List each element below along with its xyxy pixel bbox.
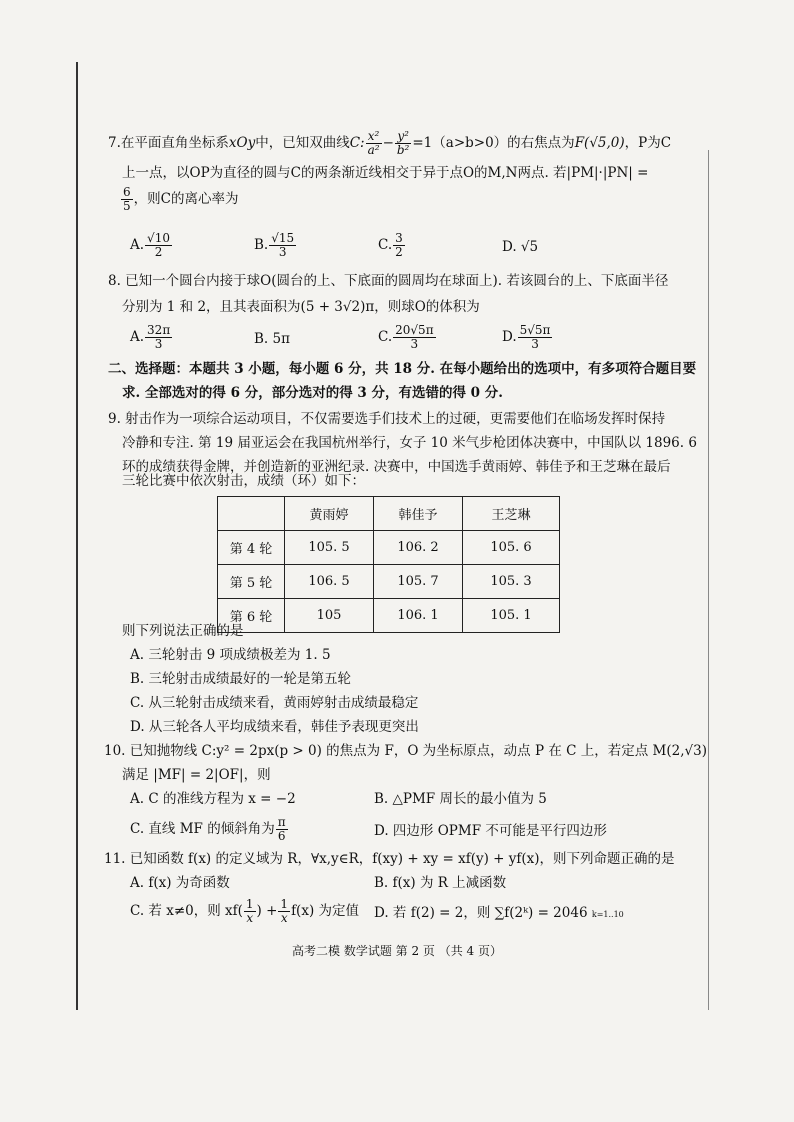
q8-option-c: C. $\frac{20√5\pi}{3}$: [378, 323, 434, 351]
q9-line2: 冷静和专注. 第 19 届亚运会在我国杭州举行，女子 10 米气步枪团体决赛中，中国队以 1896. 6: [122, 435, 697, 451]
q7-line3: $\frac{6}{5}$ ，则C的离心率为: [123, 185, 239, 213]
table-row: [218, 565, 560, 599]
q11-option-a: A. f(x) 为奇函数: [130, 875, 230, 891]
table-cell: 106. 5: [285, 565, 374, 599]
q10-line2: 满足 |MF| = 2|OF|，则: [122, 767, 271, 783]
q9-option-d: D. 从三轮各人平均成绩来看，韩佳予表现更突出: [130, 719, 419, 735]
table-cell: 105. 6: [463, 531, 560, 565]
q9-line3: 环的成绩获得金牌，并创造新的亚洲纪录. 决赛中，中国选手黄雨婷、韩佳予和王芝琳在最后: [122, 459, 671, 475]
table-cell: 第 6 轮: [218, 599, 285, 633]
table-header-cell: 韩佳予: [374, 497, 463, 531]
table-header-cell: 王芝琳: [463, 497, 560, 531]
q9-option-a: A. 三轮射击 9 项成绩极差为 1. 5: [130, 647, 331, 663]
q8-option-b: B. 5π: [254, 331, 290, 347]
section2-heading: 二、选择题：本题共 3 小题，每小题 6 分，共 18 分. 在每小题给出的选项中，有多项符合题目要: [108, 361, 697, 377]
table-cell: 105. 7: [374, 565, 463, 599]
q9-line4: 三轮比赛中依次射击，成绩（环）如下：: [122, 473, 365, 489]
table-cell: 105. 1: [463, 599, 560, 633]
table-header-row: [218, 497, 560, 531]
q8-line2: 分别为 1 和 2，且其表面积为(5 + 3√2)π，则球O的体积为: [122, 299, 480, 315]
table-cell: 105. 5: [285, 531, 374, 565]
q7-line1: 7.在平面直角坐标系xOy中，已知双曲线C: $\frac{\text{x²}}{\text{a²}}$ − $\frac{\text{y²}}{\text{b²}}$ =1（a>b>0）的右焦点为F(√5,0)，P为C: [108, 129, 672, 157]
q11-line1: 11. 已知函数 f(x) 的定义域为 R，∀x,y∈R，f(xy) + xy = xf(y) + yf(x)，则下列命题正确的是: [104, 851, 675, 867]
q7-option-d: D. √5: [502, 239, 539, 255]
q10-line1: 10. 已知抛物线 C:y² = 2px(p > 0) 的焦点为 F，O 为坐标原点，动点 P 在 C 上，若定点 M(2,√3): [104, 743, 707, 759]
q10-option-d: D. 四边形 OPMF 不可能是平行四边形: [374, 823, 607, 839]
table-cell: 第 4 轮: [218, 531, 285, 565]
table-header-cell: [218, 497, 285, 531]
table-cell: 105. 3: [463, 565, 560, 599]
q10-option-b: B. △PMF 周长的最小值为 5: [374, 791, 547, 807]
q9-prompt: 则下列说法正确的是: [122, 623, 244, 639]
q7-option-b: B. $\frac{√15}{3}$: [254, 231, 295, 259]
q8-option-a: A. $\frac{32\pi}{3}$: [130, 323, 171, 351]
q8-option-d: D. $\frac{5√5\pi}{3}$: [502, 323, 551, 351]
q9-option-c: C. 从三轮射击成绩来看，黄雨婷射击成绩最稳定: [130, 695, 419, 711]
q7-line2: 上一点，以OP为直径的圆与C的两条渐近线相交于异于点O的M,N两点. 若|PM|·|PN| =: [122, 165, 649, 181]
section2-instructions: 求. 全部选对的得 6 分，部分选对的得 3 分，有选错的得 0 分.: [122, 385, 503, 401]
q11-option-c: C. 若 x≠0，则 xf( $\frac{1}{x}$ ) + $\frac{1}{x}$ f(x) 为定值: [130, 897, 359, 925]
table-cell: 105: [285, 599, 374, 633]
q8-line1: 8. 已知一个圆台内接于球O(圆台的上、下底面的圆周均在球面上). 若该圆台的上、下底面半径: [108, 273, 669, 289]
q10-option-c: C. 直线 MF 的倾斜角为 $\frac{\pi}{6}$: [130, 815, 286, 843]
table-header-cell: 黄雨婷: [285, 497, 374, 531]
table-row: [218, 531, 560, 565]
table-row: [218, 599, 560, 633]
q10-option-a: A. C 的准线方程为 x = −2: [130, 791, 296, 807]
score-table: [217, 496, 560, 633]
q11-option-d: D. 若 f(2) = 2，则 ∑f(2ᵏ) = 2046 k=1..10: [374, 905, 624, 921]
q7-option-a: A. $\frac{√10}{2}$: [130, 231, 170, 259]
q9-line1: 9. 射击作为一项综合运动项目，不仅需要选手们技术上的过硬，更需要他们在临场发挥时保持: [108, 411, 666, 427]
q11-option-b: B. f(x) 为 R 上减函数: [374, 875, 507, 891]
table-cell: 第 5 轮: [218, 565, 285, 599]
q9-option-b: B. 三轮射击成绩最好的一轮是第五轮: [130, 671, 352, 687]
table-cell: 106. 2: [374, 531, 463, 565]
table-cell: 106. 1: [374, 599, 463, 633]
page-footer: 高考二模 数学试题 第 2 页 （共 4 页）: [292, 944, 502, 958]
q7-option-c: C. $\frac{3}{2}$: [378, 231, 403, 259]
